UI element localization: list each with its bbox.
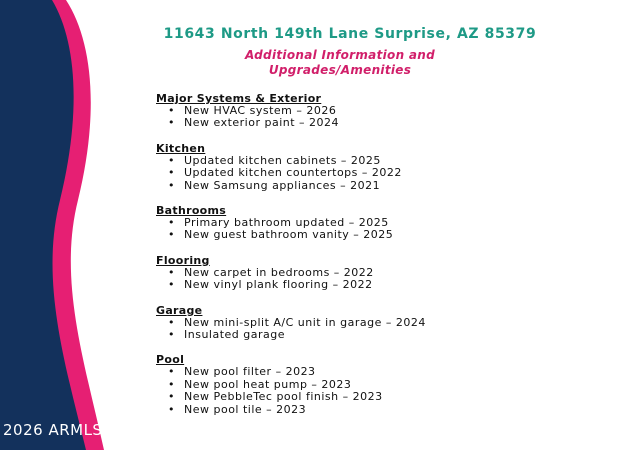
bullet-icon: • — [168, 104, 175, 117]
item-list — [156, 366, 596, 416]
subtitle-line-2: Upgrades/Amenities — [268, 63, 412, 77]
item-list — [156, 105, 596, 130]
section-title: Kitchen — [156, 141, 206, 155]
section-kitchen — [156, 142, 596, 192]
section-garage — [156, 304, 596, 342]
bullet-icon: • — [168, 377, 175, 391]
item-text: New pool tile – 2023 — [184, 402, 307, 416]
bullet-icon: • — [168, 228, 175, 242]
item-text: New Samsung appliances – 2021 — [184, 178, 381, 192]
list-item — [168, 180, 596, 192]
bullet-icon: • — [168, 278, 175, 292]
bullet-icon: • — [168, 365, 175, 379]
section-bathrooms — [156, 204, 596, 242]
item-text: New exterior paint – 2024 — [184, 116, 340, 130]
item-text: Updated kitchen countertops – 2022 — [184, 166, 402, 180]
item-text: New vinyl plank flooring – 2022 — [184, 278, 373, 292]
list-item — [168, 404, 596, 416]
item-text: Insulated garage — [184, 328, 286, 342]
copyright-watermark: 2026 ARMLS — [3, 421, 103, 439]
section-major-systems — [156, 92, 596, 130]
bullet-icon: • — [168, 116, 175, 130]
section-title: Garage — [156, 303, 203, 317]
list-item — [168, 329, 596, 341]
item-text: New HVAC system – 2026 — [184, 104, 337, 117]
section-pool — [156, 353, 596, 416]
section-title: Bathrooms — [156, 204, 227, 218]
item-text: Updated kitchen cabinets – 2025 — [184, 153, 381, 167]
item-text: New carpet in bedrooms – 2022 — [184, 265, 374, 279]
item-text: Primary bathroom updated – 2025 — [184, 216, 389, 230]
bullet-icon: • — [168, 166, 175, 180]
bullet-icon: • — [168, 216, 175, 230]
property-address: 11643 North 149th Lane Surprise, AZ 85379 — [163, 26, 537, 42]
bullet-icon: • — [168, 328, 175, 342]
list-item — [168, 229, 596, 241]
item-text: New pool filter – 2023 — [184, 365, 316, 379]
section-title: Flooring — [156, 253, 210, 267]
item-text: New guest bathroom vanity – 2025 — [184, 228, 394, 242]
item-text: New pool heat pump – 2023 — [184, 377, 352, 391]
section-flooring — [156, 254, 596, 292]
section-title: Major Systems & Exterior — [156, 92, 322, 105]
item-list — [156, 317, 596, 342]
bullet-icon: • — [168, 178, 175, 192]
item-text: New PebbleTec pool finish – 2023 — [184, 390, 383, 404]
subtitle-line-1: Additional Information and — [244, 48, 436, 62]
bullet-icon: • — [168, 315, 175, 329]
bullet-icon: • — [168, 390, 175, 404]
list-item — [168, 117, 596, 129]
document-subtitle — [190, 48, 490, 78]
bullet-icon: • — [168, 402, 175, 416]
bullet-icon: • — [168, 265, 175, 279]
item-list — [156, 267, 596, 292]
list-item — [168, 279, 596, 291]
bullet-icon: • — [168, 153, 175, 167]
section-title: Pool — [156, 353, 185, 367]
item-list — [156, 217, 596, 242]
item-list — [156, 155, 596, 192]
item-text: New mini-split A/C unit in garage – 2024 — [184, 315, 426, 329]
decorative-side-wave — [0, 0, 110, 450]
upgrades-list — [156, 92, 596, 428]
